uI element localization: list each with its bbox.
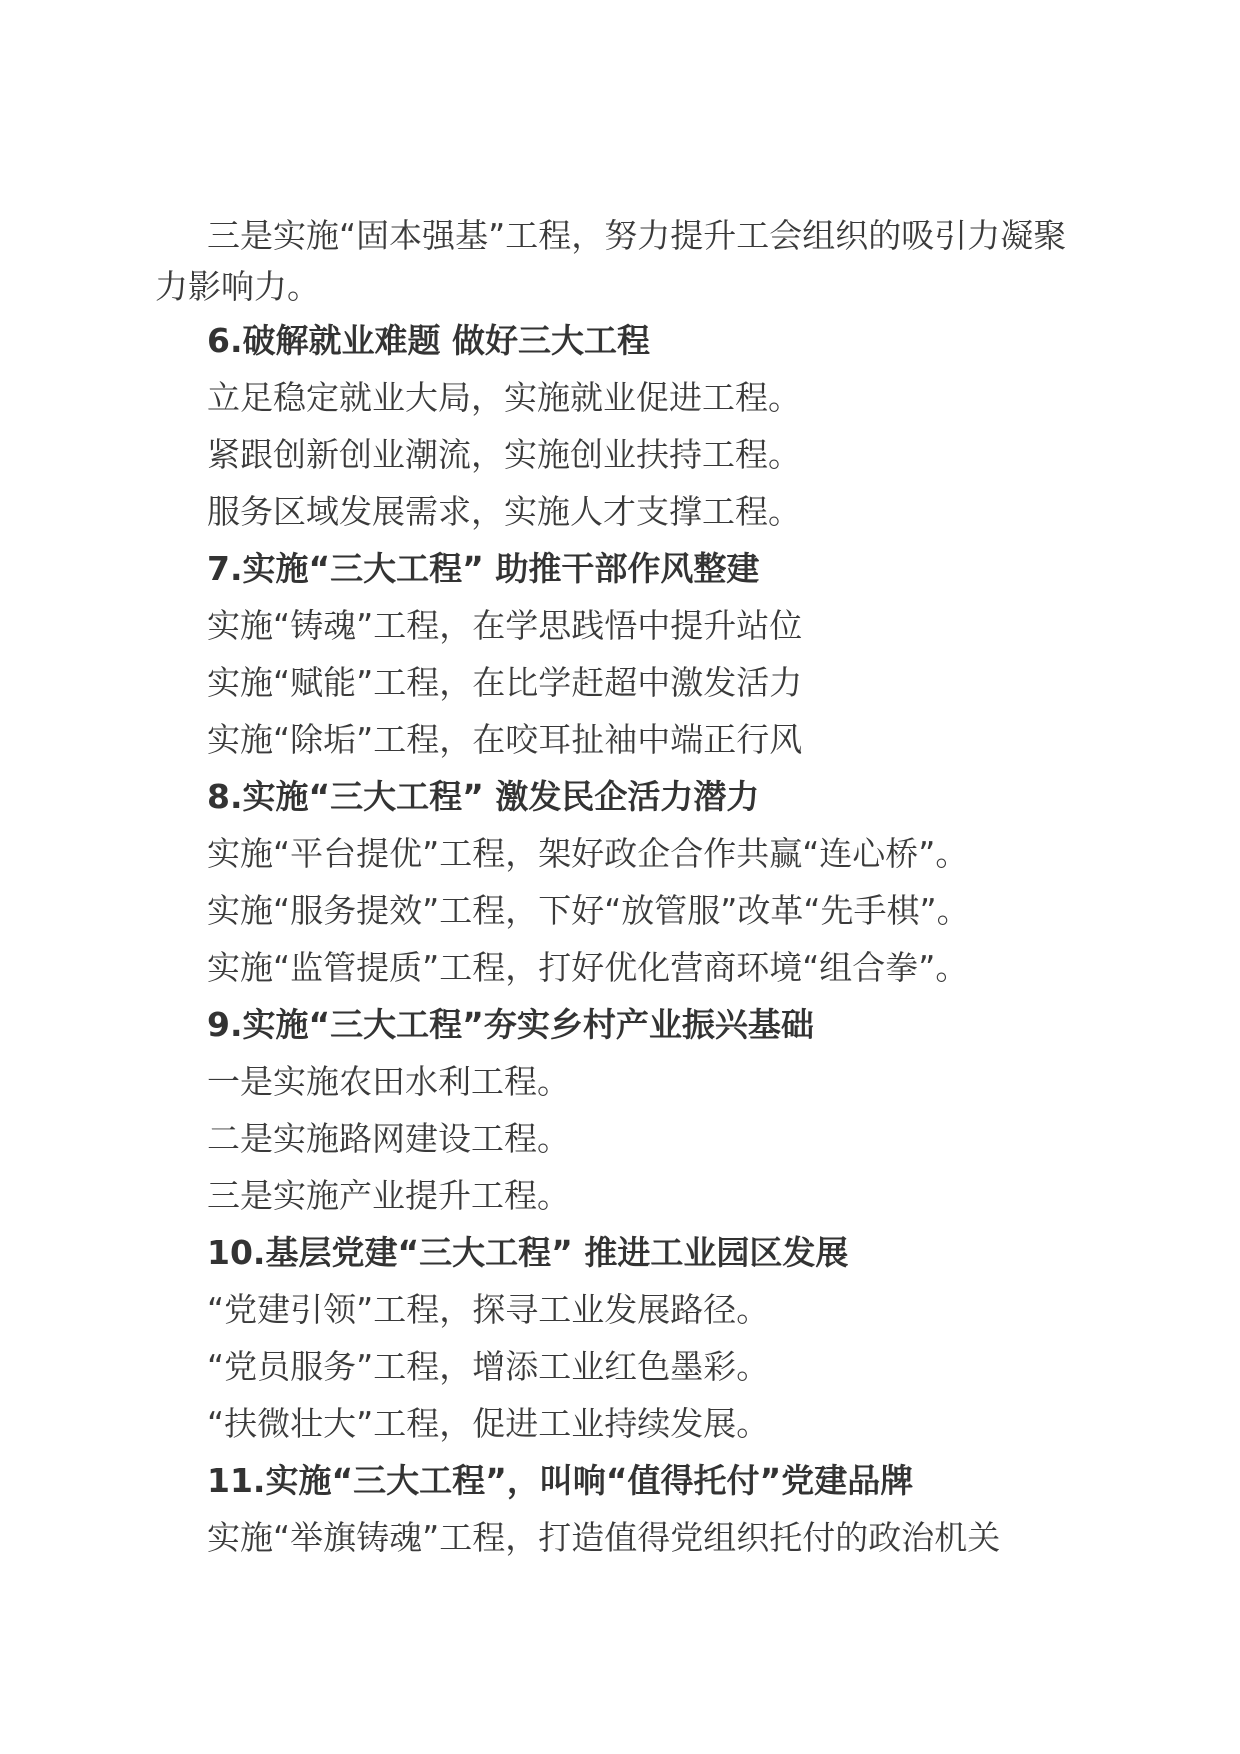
section-heading-8: 8.实施“三大工程” 激发民企活力潜力 [207, 777, 760, 816]
text-line: “扶微壮大”工程，促进工业持续发展。 [207, 1404, 770, 1443]
text-line: 立足稳定就业大局，实施就业促进工程。 [207, 378, 801, 417]
section-heading-11: 11.实施“三大工程”，叫响“值得托付”党建品牌 [207, 1461, 914, 1500]
text-line: 三是实施产业提升工程。 [207, 1176, 570, 1215]
text-line: 实施“服务提效”工程，下好“放管服”改革“先手棋”。 [207, 891, 970, 930]
text-line: 实施“除垢”工程，在咬耳扯袖中端正行风 [207, 720, 803, 759]
text-line: 实施“平台提优”工程，架好政企合作共赢“连心桥”。 [207, 834, 969, 873]
paragraph-intro: 三是实施“固本强基”工程，努力提升工会组织的吸引力凝聚力影响力。 [155, 216, 1067, 306]
document-body [155, 210, 1095, 1566]
text-line: 紧跟创新创业潮流，实施创业扶持工程。 [207, 435, 801, 474]
section-heading-9: 9.实施“三大工程”夯实乡村产业振兴基础 [207, 1005, 814, 1044]
text-line: 实施“铸魂”工程，在学思践悟中提升站位 [207, 606, 803, 645]
section-heading-10: 10.基层党建“三大工程” 推进工业园区发展 [207, 1233, 849, 1272]
text-line: 二是实施路网建设工程。 [207, 1119, 570, 1158]
text-line: 一是实施农田水利工程。 [207, 1062, 570, 1101]
text-line: 实施“赋能”工程，在比学赶超中激发活力 [207, 663, 803, 702]
text-line: 服务区域发展需求，实施人才支撑工程。 [207, 492, 801, 531]
text-line: “党建引领”工程，探寻工业发展路径。 [207, 1290, 770, 1329]
text-line: 实施“举旗铸魂”工程，打造值得党组织托付的政治机关 [207, 1518, 1001, 1557]
text-line: “党员服务”工程，增添工业红色墨彩。 [207, 1347, 770, 1386]
section-heading-7: 7.实施“三大工程” 助推干部作风整建 [207, 549, 760, 588]
text-line: 实施“监管提质”工程，打好优化营商环境“组合拳”。 [207, 948, 969, 987]
section-heading-6: 6.破解就业难题 做好三大工程 [207, 321, 650, 360]
